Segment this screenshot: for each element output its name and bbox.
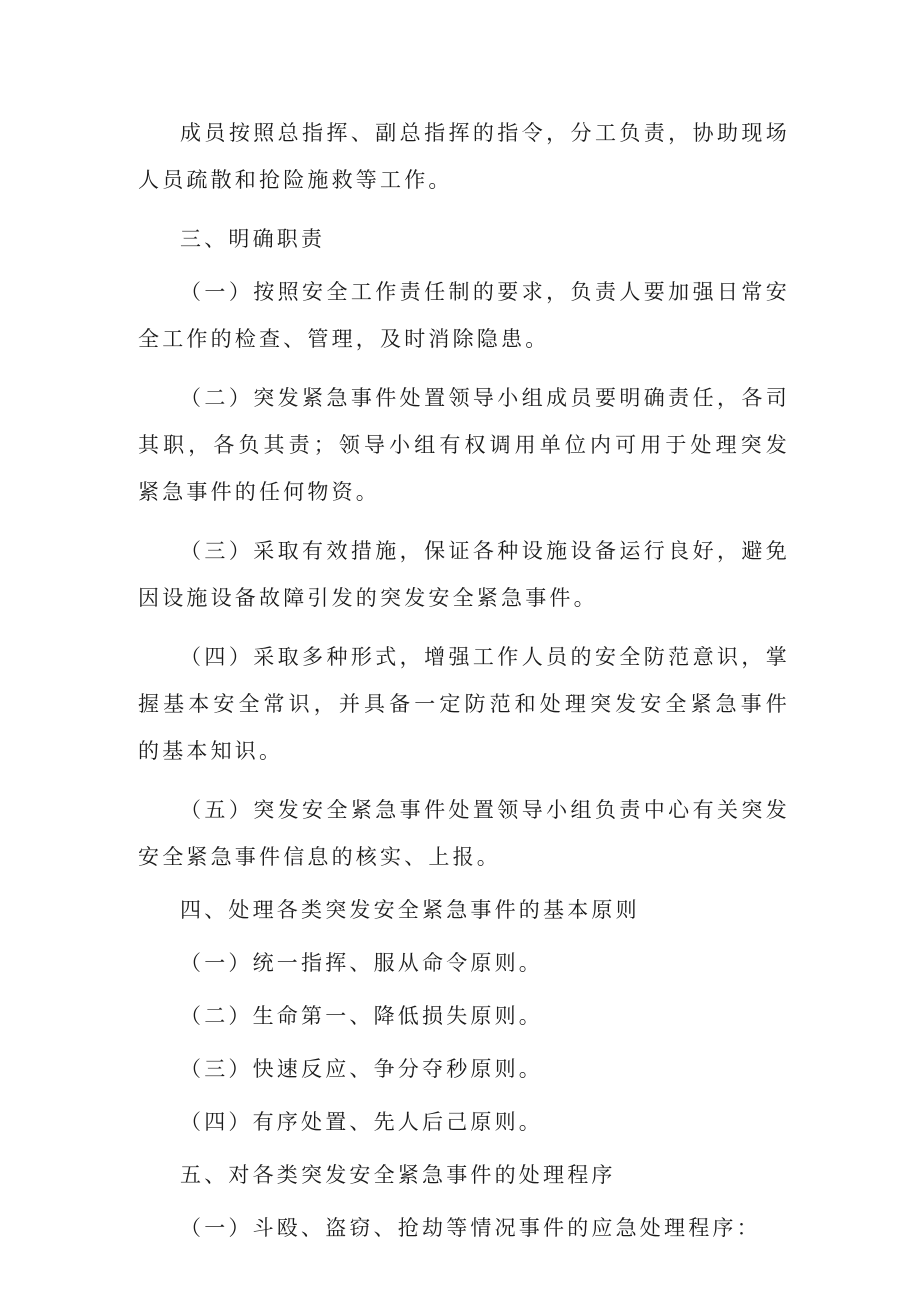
principle-item-1: （一）统一指挥、服从命令原则。 [180,951,543,975]
paragraph-duty-2: （二）突发紧急事件处置领导小组成员要明确责任，各司其职，各负其责；领导小组有权调用单位内可用于处理突发紧急事件的任何物资。 [138,386,790,504]
paragraph-duty-3: （三）采取有效措施，保证各种设施设备运行良好，避免因设施设备故障引发的突发安全紧急事件。 [138,539,790,610]
section-heading-5: 五、对各类突发安全紧急事件的处理程序 [180,1163,616,1187]
paragraph-duty-5: （五）突发安全紧急事件处置领导小组负责中心有关突发安全紧急事件信息的核实、上报。 [138,798,790,869]
principle-item-2: （二）生命第一、降低损失原则。 [180,1004,543,1028]
principle-item-4: （四）有序处置、先人后己原则。 [180,1110,543,1134]
procedure-item-1: （一）斗殴、盗窃、抢劫等情况事件的应急处理程序： [180,1216,761,1240]
principle-item-3: （三）快速反应、争分夺秒原则。 [180,1057,543,1081]
paragraph-duty-4: （四）采取多种形式，增强工作人员的安全防范意识，掌握基本安全常识，并具备一定防范和处理突发安全紧急事件的基本知识。 [138,645,790,763]
document-body [138,110,790,1258]
paragraph-duty-1: （一）按照安全工作责任制的要求，负责人要加强日常安全工作的检查、管理，及时消除隐患。 [138,280,790,351]
section-heading-3: 三、明确职责 [180,227,326,251]
paragraph-continuation: 成员按照总指挥、副总指挥的指令，分工负责，协助现场人员疏散和抢险施救等工作。 [138,121,790,192]
section-heading-4: 四、处理各类突发安全紧急事件的基本原则 [180,898,640,922]
